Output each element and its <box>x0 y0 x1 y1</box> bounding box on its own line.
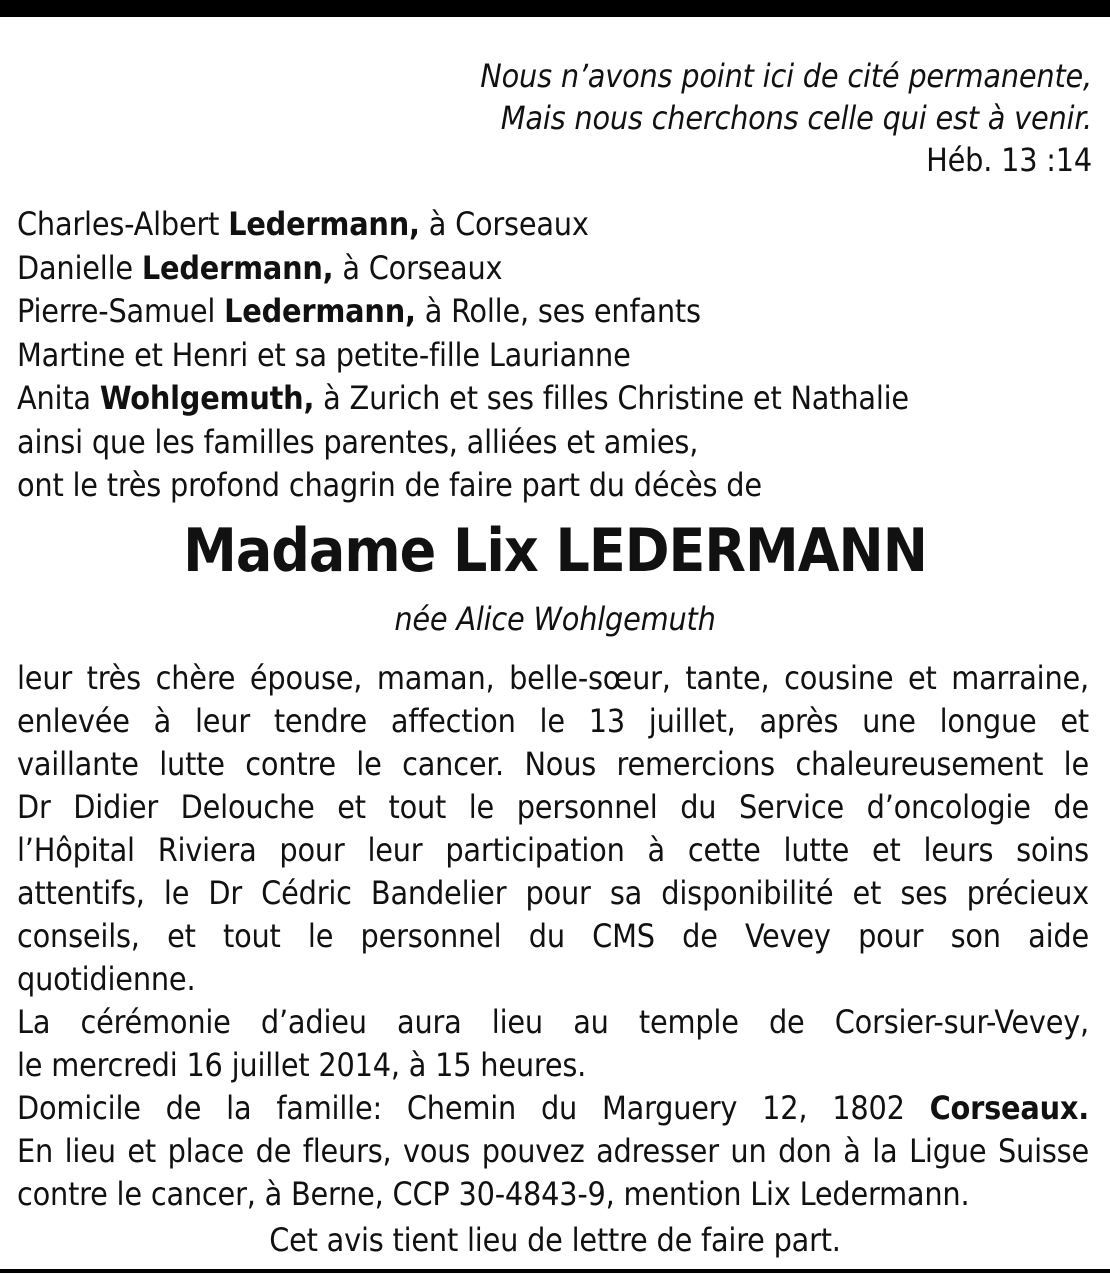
family-line <box>17 203 1093 247</box>
family-line <box>17 247 1093 291</box>
tribute-line: leur très chère épouse, maman, belle-sœur, tante, cousine et marraine, <box>17 659 1089 697</box>
family-given: ont le très profond chagrin de faire part du décès de <box>17 466 762 504</box>
tribute-line: vaillante lutte contre le cancer. Nous remercions chaleureusement le <box>17 745 1089 783</box>
ceremony-line: le mercredi 16 juillet 2014, à 15 heures. <box>17 1046 587 1084</box>
family-line <box>17 334 1093 378</box>
epigraph-line: Mais nous cherchons celle qui est à venir. <box>500 99 1092 137</box>
family-surname: Wohlgemuth, <box>99 379 315 417</box>
family-surname: Ledermann, <box>224 292 416 330</box>
family-surname: Ledermann, <box>228 205 420 243</box>
deceased-name: Madame Lix LEDERMANN <box>183 516 927 586</box>
ceremony-line: La cérémonie d’adieu aura lieu au temple de Corsier-sur-Vevey, <box>17 1003 1089 1041</box>
donation-line: En lieu et place de fleurs, vous pouvez adresser un don à la Ligue Suisse <box>17 1132 1089 1170</box>
family-line <box>17 377 1093 421</box>
family-rest: à Rolle, ses enfants <box>415 292 701 330</box>
family-rest: à Corseaux <box>333 248 503 287</box>
tribute-line: conseils, et tout le personnel du CMS de Vevey pour son aide <box>17 917 1089 955</box>
family-given: Charles-Albert <box>17 205 229 243</box>
domicile-line <box>17 1087 1089 1130</box>
bottom-rule <box>0 1269 1110 1273</box>
family-line <box>17 290 1093 334</box>
family-list <box>17 203 1093 508</box>
family-given: ainsi que les familles parentes, alliées et amies, <box>17 422 699 461</box>
maiden-name: née Alice Wohlgemuth <box>394 600 716 638</box>
bible-epigraph <box>480 55 1092 181</box>
tribute-line: enlevée à leur tendre affection le 13 juillet, après une longue et <box>17 702 1089 740</box>
family-rest: à Corseaux <box>419 205 589 243</box>
family-given: Pierre-Samuel <box>17 292 225 330</box>
family-given: Anita <box>17 379 100 417</box>
family-given: Danielle <box>17 248 142 287</box>
closing-note: Cet avis tient lieu de lettre de faire part. <box>269 1221 841 1259</box>
family-given: Martine et Henri et sa petite-fille Laurianne <box>17 335 631 374</box>
family-line <box>17 421 1093 465</box>
top-rule <box>0 0 1110 17</box>
notice-body <box>17 657 1089 1216</box>
epigraph-line: Nous n’avons point ici de cité permanente, <box>480 57 1092 95</box>
family-surname: Ledermann, <box>141 248 334 287</box>
domicile-town: Corseaux. <box>929 1089 1089 1127</box>
family-line <box>17 464 1093 508</box>
tribute-line: quotidienne. <box>17 960 196 998</box>
family-rest: à Zurich et ses filles Christine et Nathalie <box>314 379 909 417</box>
tribute-line: attentifs, le Dr Cédric Bandelier pour sa disponibilité et ses précieux <box>17 874 1089 912</box>
epigraph-reference: Héb. 13 :14 <box>926 141 1092 179</box>
domicile-text: Domicile de la famille: Chemin du Marguery 12, 1802 <box>17 1089 930 1127</box>
donation-line: contre le cancer, à Berne, CCP 30-4843-9, mention Lix Ledermann. <box>17 1175 970 1213</box>
tribute-line: Dr Didier Delouche et tout le personnel du Service d’oncologie de <box>17 788 1089 826</box>
tribute-line: l’Hôpital Riviera pour leur participation à cette lutte et leurs soins <box>17 831 1089 869</box>
